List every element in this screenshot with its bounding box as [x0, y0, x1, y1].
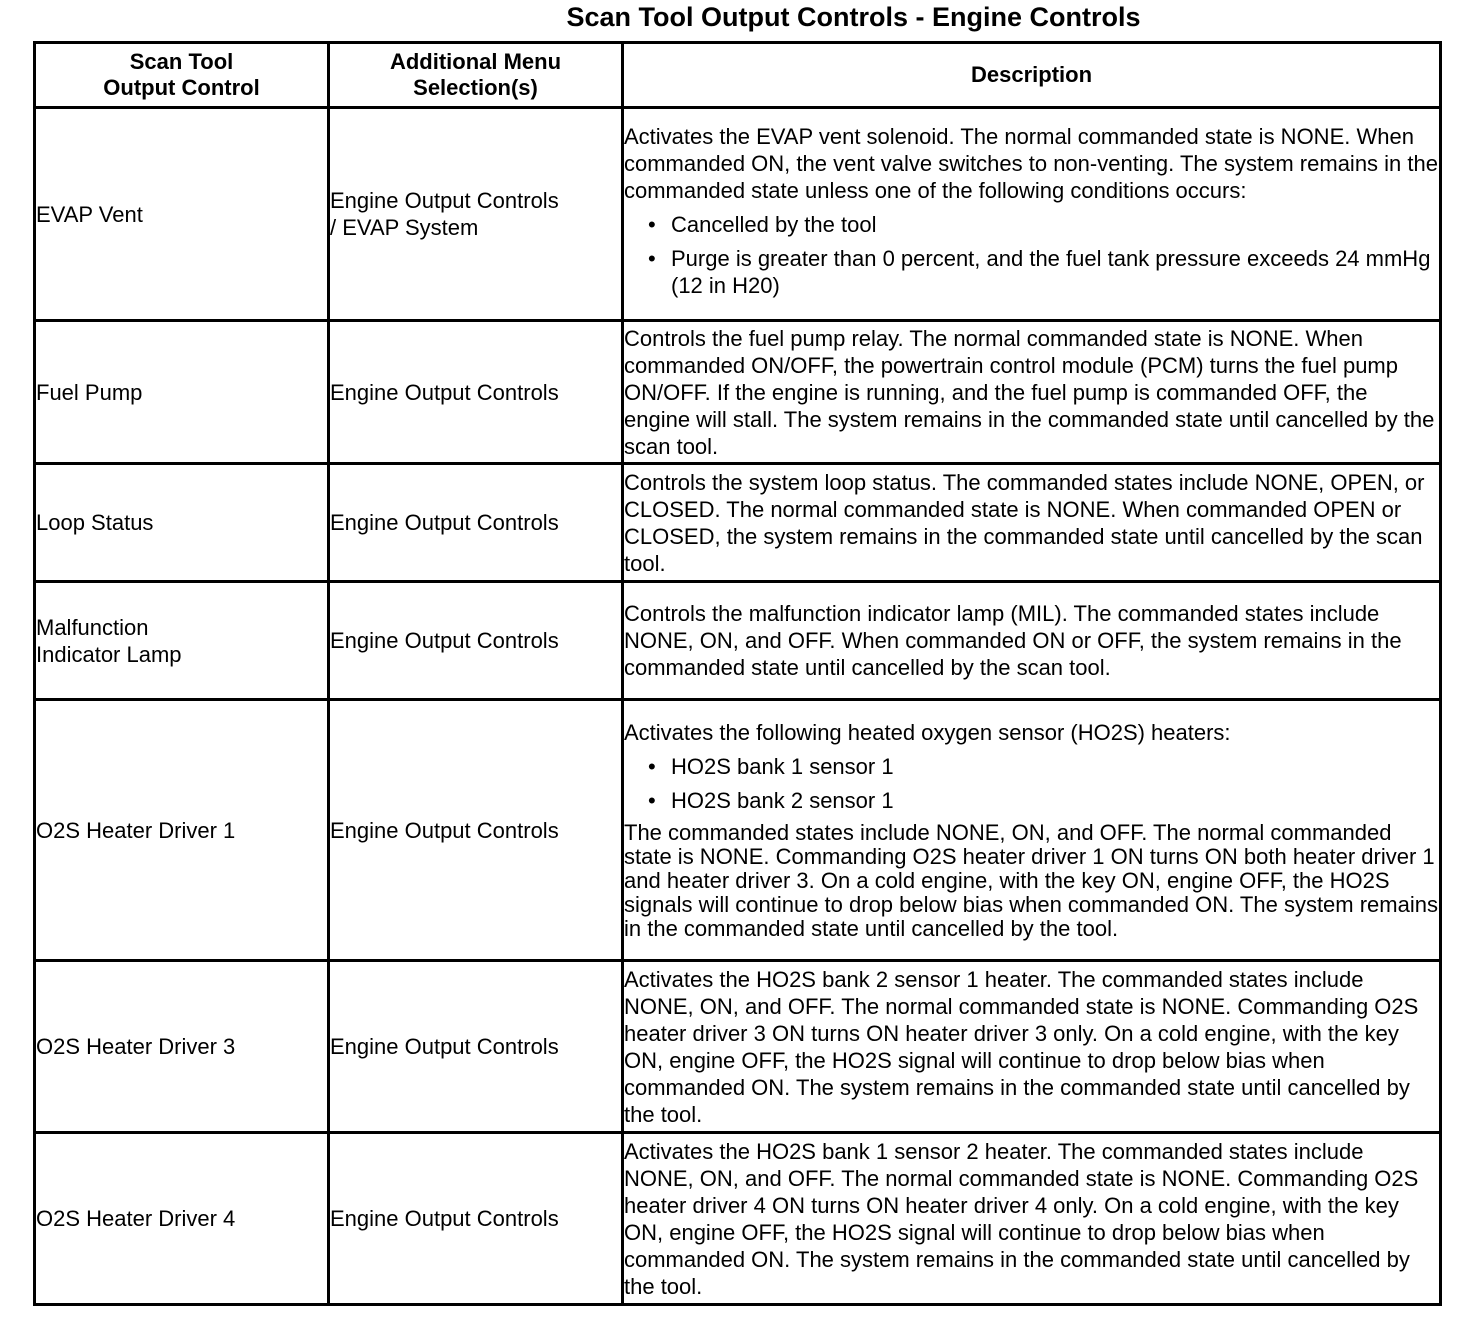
- menu-selection: / EVAP System: [330, 215, 479, 240]
- header-scan-tool-output-control: [35, 43, 329, 108]
- menu-selection: Engine Output Controls: [330, 628, 559, 653]
- condition-list: [624, 211, 1439, 299]
- list-item: • Purge is greater than 0 percent, and the fuel tank pressure exceeds 24 mmHg (12 in H20): [624, 245, 1439, 299]
- output-controls-table: [33, 41, 1442, 1306]
- control-cell: [35, 108, 329, 321]
- table-row: [35, 108, 1441, 321]
- header-description: [623, 43, 1441, 108]
- table-row: [35, 582, 1441, 700]
- menu-cell: [329, 321, 623, 464]
- menu-cell: [329, 582, 623, 700]
- description-cell: [623, 321, 1441, 464]
- description-text: Activates the EVAP vent solenoid. The normal commanded state is NONE. When commanded ON, the vent valve switches to non-venting. The system remains in the commanded state unless one of the following conditions occurs:: [624, 123, 1438, 203]
- menu-cell: [329, 961, 623, 1133]
- description-cell: [623, 464, 1441, 582]
- header-label: Scan Tool: [129, 49, 234, 74]
- control-name: Loop Status: [36, 510, 154, 535]
- control-cell: [35, 464, 329, 582]
- control-name: O2S Heater Driver 3: [36, 1034, 236, 1059]
- description-text: Activates the HO2S bank 1 sensor 2 heater. The commanded states include NONE, ON, and OFF. The normal commanded state is NONE. Commanding O2S heater driver 4 ON turns ON heater driver 4 only. On a cold engine, with the key ON, engine OFF, the HO2S signal will continue to drop below bias when commanded ON. The system remains in the commanded state until cancelled by the tool.: [624, 1138, 1419, 1299]
- menu-selection: Engine Output Controls: [330, 188, 559, 213]
- control-name: Fuel Pump: [36, 379, 143, 405]
- description-cell: [623, 108, 1441, 321]
- header-label: Description: [970, 62, 1093, 87]
- header-label: Output Control: [103, 75, 260, 100]
- table-row: [35, 464, 1441, 582]
- description-cell: [623, 582, 1441, 700]
- description-text: Controls the fuel pump relay. The normal commanded state is NONE. When commanded ON/OFF, the powertrain control module (PCM) turns the fuel pump ON/OFF. If the engine is running, and the fuel pump is commanded OFF, the engine will stall. The system remains in the commanded state until cancelled by the scan tool.: [624, 325, 1435, 459]
- description-text: Activates the HO2S bank 2 sensor 1 heater. The commanded states include NONE, ON, and OFF. The normal commanded state is NONE. Commanding O2S heater driver 3 ON turns ON heater driver 3 only. On a cold engine, with the key ON, engine OFF, the HO2S signal will continue to drop below bias when commanded ON. The system remains in the commanded state until cancelled by the tool.: [624, 966, 1419, 1127]
- menu-selection: Engine Output Controls: [330, 817, 559, 843]
- control-name: O2S Heater Driver 4: [36, 1206, 236, 1231]
- description-cell: [623, 961, 1441, 1133]
- menu-selection: Engine Output Controls: [330, 1206, 559, 1231]
- menu-cell: [329, 1133, 623, 1305]
- list-item: • HO2S bank 1 sensor 1: [624, 753, 1439, 780]
- control-cell: [35, 961, 329, 1133]
- header-additional-menu-selections: [329, 43, 623, 108]
- control-cell: [35, 1133, 329, 1305]
- menu-cell: [329, 108, 623, 321]
- menu-cell: [329, 464, 623, 582]
- table-row: [35, 700, 1441, 961]
- description-text: Activates the following heated oxygen sensor (HO2S) heaters:: [624, 720, 1231, 745]
- menu-selection: Engine Output Controls: [330, 379, 559, 405]
- document-title: [0, 2, 1372, 33]
- menu-selection: Engine Output Controls: [330, 510, 559, 535]
- header-row: [35, 43, 1441, 108]
- table-row: [35, 321, 1441, 464]
- menu-cell: [329, 700, 623, 961]
- control-cell: [35, 700, 329, 961]
- sensor-list: [624, 753, 1439, 814]
- control-cell: [35, 321, 329, 464]
- description-text: Controls the malfunction indicator lamp (MIL). The commanded states include NONE, ON, and OFF. When commanded ON or OFF, the system remains in the commanded state until cancelled by the scan tool.: [624, 601, 1402, 680]
- page-title: Scan Tool Output Controls - Engine Controls: [566, 2, 1141, 32]
- control-cell: [35, 582, 329, 700]
- menu-selection: Engine Output Controls: [330, 1034, 559, 1059]
- description-cell: [623, 1133, 1441, 1305]
- description-text: Controls the system loop status. The commanded states include NONE, OPEN, or CLOSED. The normal commanded state is NONE. When commanded OPEN or CLOSED, the system remains in the commanded state until cancelled by the scan tool.: [624, 469, 1425, 576]
- header-label: Additional Menu: [389, 49, 562, 74]
- table-row: [35, 1133, 1441, 1305]
- list-item: • HO2S bank 2 sensor 1: [624, 787, 1439, 814]
- table-row: [35, 961, 1441, 1133]
- description-text: The commanded states include NONE, ON, and OFF. The normal commanded state is NONE. Commanding O2S heater driver 1 ON turns ON both heater driver 1 and heater driver 3. On a cold engine, with the key ON, engine OFF, the HO2S signals will continue to drop below bias when commanded ON. The system remains in the commanded state until cancelled by the tool.: [624, 820, 1438, 941]
- control-name: EVAP Vent: [36, 201, 143, 227]
- control-name: O2S Heater Driver 1: [36, 817, 236, 843]
- description-cell: [623, 700, 1441, 961]
- control-name: Malfunction: [36, 614, 149, 640]
- list-item: • Cancelled by the tool: [624, 211, 1439, 238]
- control-name: Indicator Lamp: [36, 641, 182, 667]
- header-label: Selection(s): [413, 75, 538, 100]
